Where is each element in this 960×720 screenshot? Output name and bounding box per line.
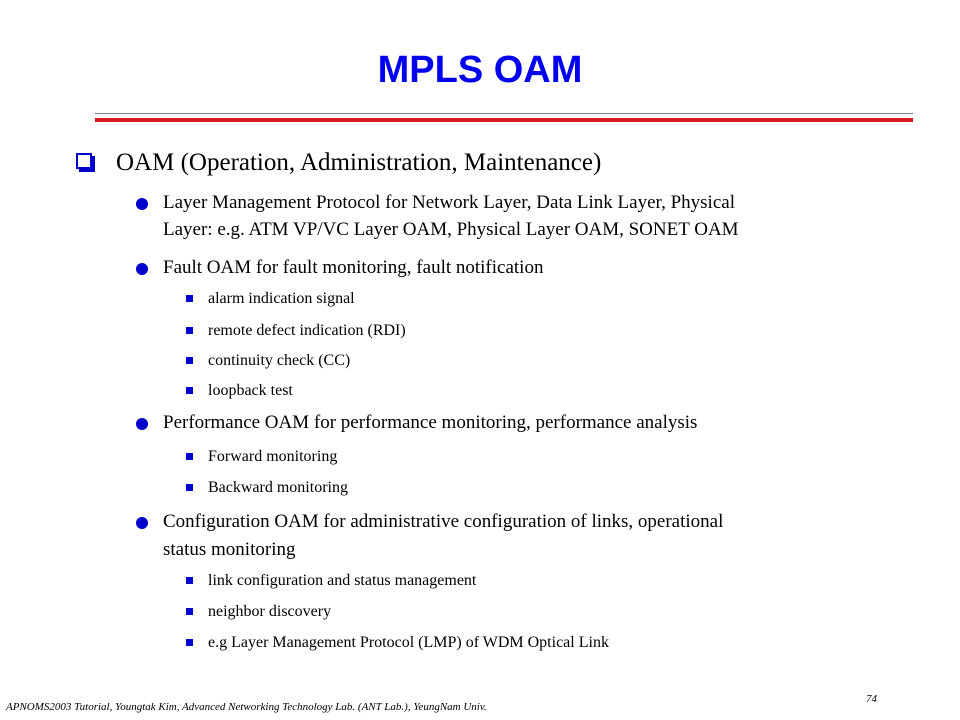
- sub-bullet-text: neighbor discovery: [208, 603, 332, 620]
- small-square-bullet-icon: [186, 484, 193, 491]
- sub-bullet-text: Backward monitoring: [208, 479, 348, 496]
- sub-bullet-text: e.g Layer Management Protocol (LMP) of WDM Optical Link: [208, 634, 609, 651]
- bullet-line: Layer: e.g. ATM VP/VC Layer OAM, Physical Layer OAM, SONET OAM: [163, 219, 739, 240]
- small-square-bullet-icon: [186, 453, 193, 460]
- sub-bullet-text: continuity check (CC): [208, 352, 351, 369]
- bullet-line: Performance OAM for performance monitoring, performance analysis: [163, 412, 698, 433]
- page-number: 74: [866, 693, 877, 705]
- round-dot-bullet-icon: [136, 418, 148, 430]
- sub-bullet-text: alarm indication signal: [208, 290, 355, 307]
- sub-bullet-text: Forward monitoring: [208, 448, 338, 465]
- bullet-line: Layer Management Protocol for Network Layer, Data Link Layer, Physical: [163, 192, 735, 213]
- slide-title: MPLS OAM: [377, 49, 583, 91]
- round-dot-bullet-icon: [136, 517, 148, 529]
- small-square-bullet-icon: [186, 639, 193, 646]
- hollow-square-bullet-icon: [76, 153, 92, 169]
- small-square-bullet-icon: [186, 327, 193, 334]
- main-point-text: OAM (Operation, Administration, Maintenance): [116, 149, 602, 176]
- sub-bullet-text: remote defect indication (RDI): [208, 322, 406, 339]
- sub-bullet-text: loopback test: [208, 382, 293, 399]
- small-square-bullet-icon: [186, 357, 193, 364]
- round-dot-bullet-icon: [136, 198, 148, 210]
- bullet-line: status monitoring: [163, 539, 296, 560]
- sub-bullet-text: link configuration and status management: [208, 572, 477, 589]
- bullet-line: Fault OAM for fault monitoring, fault notification: [163, 257, 544, 278]
- small-square-bullet-icon: [186, 387, 193, 394]
- small-square-bullet-icon: [186, 608, 193, 615]
- round-dot-bullet-icon: [136, 263, 148, 275]
- bullet-line: Configuration OAM for administrative configuration of links, operational: [163, 511, 724, 532]
- footer-credit: APNOMS2003 Tutorial, Youngtak Kim, Advanced Networking Technology Lab. (ANT Lab.), YeungNam Univ.: [6, 701, 487, 713]
- small-square-bullet-icon: [186, 295, 193, 302]
- small-square-bullet-icon: [186, 577, 193, 584]
